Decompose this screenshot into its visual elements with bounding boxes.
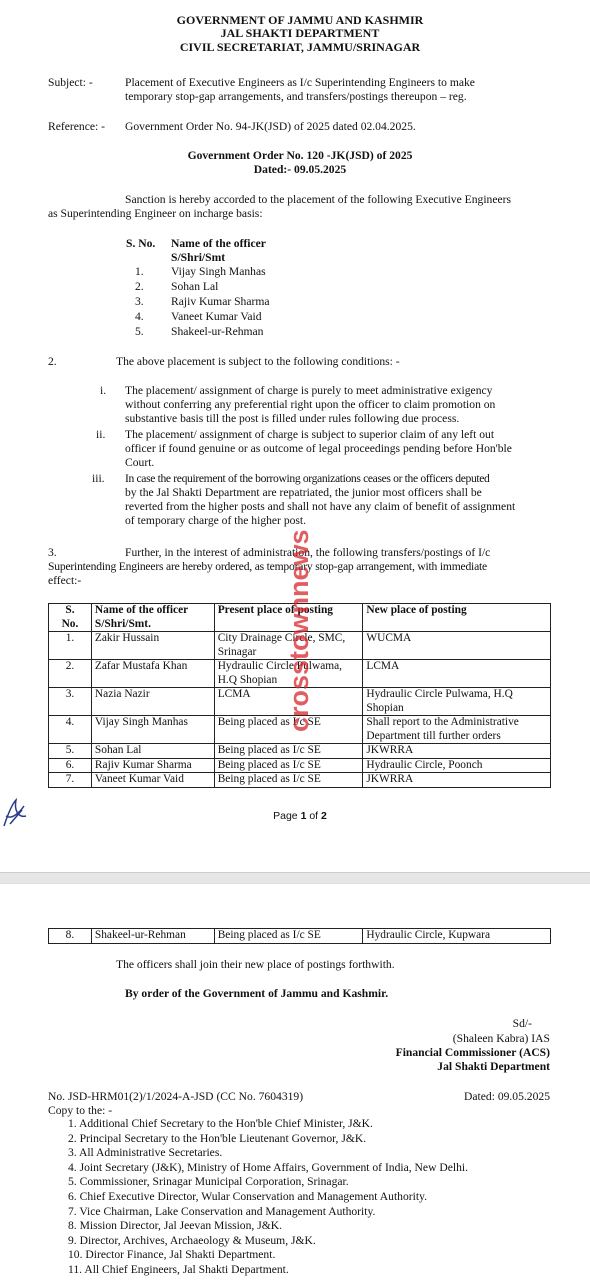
cell-name: Nazia Nazir <box>91 688 214 716</box>
para3-line-1: Further, in the interest of administration, the following transfers/postings of I/c <box>125 546 491 559</box>
table-row <box>49 758 551 773</box>
cell-new: JKWRRA <box>363 744 551 759</box>
condition-line: by the Jal Shakti Department are repatriated, the junior most officers shall be <box>125 486 482 499</box>
watermark-text: crosstownnews <box>284 529 314 732</box>
cell-new: Hydraulic Circle Pulwama, H.Q Shopian <box>363 688 551 716</box>
list-item: 9. Director, Archives, Archaeology & Museum, J&K. <box>68 1233 316 1247</box>
placement-col-name: Name of the officer <box>171 237 266 250</box>
condition-line: without conferring any preferential right upon the officer to claim promotion on <box>125 398 496 411</box>
cell-present: LCMA <box>214 688 363 716</box>
header-sno: S. No. <box>49 604 92 632</box>
condition-line: of temporary charge of the higher post. <box>125 514 307 527</box>
signatory-name: (Shaleen Kabra) IAS <box>452 1032 550 1045</box>
copy-dated: Dated: 09.05.2025 <box>464 1090 550 1103</box>
table-row <box>49 773 551 788</box>
cell-present: Being placed as I/c SE <box>214 744 363 759</box>
condition-number: ii. <box>96 428 106 441</box>
copy-list <box>68 1117 588 1278</box>
condition-line: officer if found genuine or as outcome of legal proceedings pending before Hon'ble <box>125 442 512 455</box>
header-line-1: GOVERNMENT OF JAMMU AND KASHMIR <box>176 13 424 27</box>
signature-sd: Sd/- <box>512 1017 532 1030</box>
page-indicator: Page 1 of 2 <box>273 810 327 822</box>
condition-line: In case the requirement of the borrowing organizations ceases or the officers deputed <box>125 472 490 485</box>
condition-line: reverted from the higher posts and shall not have any claim of benefit of assignment <box>125 500 516 513</box>
cell-name: Vaneet Kumar Vaid <box>91 773 214 788</box>
para2-number: 2. <box>48 355 57 368</box>
cell-present: Being placed as I/c SE <box>214 716 363 744</box>
list-item: 4. Joint Secretary (J&K), Ministry of Home Affairs, Government of India, New Delhi. <box>68 1160 469 1174</box>
header-new: New place of posting <box>363 604 551 632</box>
cell-no: 6. <box>49 758 92 773</box>
header-present: Present place of posting <box>214 604 363 632</box>
cell-present: City Drainage Circle, SMC, Srinagar <box>214 632 363 660</box>
table-row <box>49 744 551 759</box>
cell-new: Hydraulic Circle, Poonch <box>363 758 551 773</box>
reference-label: Reference: - <box>48 120 105 133</box>
file-number: No. JSD-HRM01(2)/1/2024-A-JSD (CC No. 7604319) <box>48 1090 304 1103</box>
list-item: 11. All Chief Engineers, Jal Shakti Department. <box>68 1262 289 1276</box>
signatory-department: Jal Shakti Department <box>437 1060 550 1073</box>
cell-name: Zakir Hussain <box>91 632 214 660</box>
para2-text: The above placement is subject to the following conditions: - <box>116 355 400 368</box>
order-number: Government Order No. 120 -JK(JSD) of 2025 <box>187 149 413 162</box>
placement-no: 5. <box>135 325 144 338</box>
placement-name: Rajiv Kumar Sharma <box>171 295 270 308</box>
cell-no: 2. <box>49 660 92 688</box>
join-instruction: The officers shall join their new place of postings forthwith. <box>116 958 395 971</box>
cell-name: Rajiv Kumar Sharma <box>91 758 214 773</box>
placement-name: Sohan Lal <box>171 280 219 293</box>
cell-no: 7. <box>49 773 92 788</box>
header-name: Name of the officer S/Shri/Smt. <box>91 604 214 632</box>
condition-number: i. <box>100 384 107 397</box>
transfer-table <box>48 603 551 788</box>
header-line-3: CIVIL SECRETARIAT, JAMMU/SRINAGAR <box>179 40 421 54</box>
placement-col-name-2: S/Shri/Smt <box>171 251 226 264</box>
para3-line-2: Superintending Engineers are hereby ordered, as temporary stop-gap arrangement, with immediate <box>48 560 487 573</box>
cell-new: Shall report to the Administrative Department till further orders <box>363 716 551 744</box>
subject-line-1: Placement of Executive Engineers as I/c Superintending Engineers to make <box>125 76 475 89</box>
table-row <box>49 660 551 688</box>
subject-label: Subject: - <box>48 76 93 89</box>
cell-no: 1. <box>49 632 92 660</box>
subject-line-2: temporary stop-gap arrangements, and transfers/postings thereupon – reg. <box>125 90 467 103</box>
placement-no: 2. <box>135 280 144 293</box>
cell-no: 3. <box>49 688 92 716</box>
signatory-designation: Financial Commissioner (ACS) <box>395 1046 550 1059</box>
condition-line: Court. <box>125 456 155 469</box>
cell-present: Hydraulic Circle Pulwama, H.Q Shopian <box>214 660 363 688</box>
header-line-2: JAL SHAKTI DEPARTMENT <box>220 26 380 40</box>
table-row <box>49 929 551 944</box>
list-item: 1. Additional Chief Secretary to the Hon'ble Chief Minister, J&K. <box>68 1117 373 1130</box>
placement-no: 3. <box>135 295 144 308</box>
para3-number: 3. <box>48 546 57 559</box>
cell-present: Being placed as I/c SE <box>214 758 363 773</box>
condition-number: iii. <box>92 472 105 485</box>
para3-line-3: effect:- <box>48 574 82 587</box>
reference-text: Government Order No. 94-JK(JSD) of 2025 dated 02.04.2025. <box>125 120 416 133</box>
table-row <box>49 688 551 716</box>
cell-name: Vijay Singh Manhas <box>91 716 214 744</box>
cell-no: 5. <box>49 744 92 759</box>
placement-no: 4. <box>135 310 144 323</box>
condition-line: substantive basis till the post is filled under rules following due process. <box>125 412 460 425</box>
sanction-line-1: Sanction is hereby accorded to the placement of the following Executive Engineers <box>125 193 512 206</box>
transfer-table-continued <box>48 928 551 944</box>
cell-name: Sohan Lal <box>91 744 214 759</box>
sanction-line-2: as Superintending Engineer on incharge basis: <box>48 207 263 220</box>
placement-name: Vaneet Kumar Vaid <box>171 310 262 323</box>
copy-label: Copy to the: - <box>48 1104 113 1117</box>
cell-new: LCMA <box>363 660 551 688</box>
condition-line: The placement/ assignment of charge is subject to superior claim of any left out <box>125 428 495 441</box>
cell-present: Being placed as I/c SE <box>214 929 363 944</box>
placement-name: Shakeel-ur-Rehman <box>171 325 264 338</box>
list-item: 3. All Administrative Secretaries. <box>68 1146 223 1160</box>
cell-name: Shakeel-ur-Rehman <box>91 929 214 944</box>
cell-new: JKWRRA <box>363 773 551 788</box>
page-break-divider <box>0 872 590 884</box>
cell-no: 8. <box>49 929 92 944</box>
cell-name: Zafar Mustafa Khan <box>91 660 214 688</box>
by-order-line: By order of the Government of Jammu and Kashmir. <box>125 987 389 1000</box>
placement-col-sno: S. No. <box>126 237 156 250</box>
cell-new: Hydraulic Circle, Kupwara <box>363 929 551 944</box>
placement-no: 1. <box>135 265 144 278</box>
list-item: 8. Mission Director, Jal Jeevan Mission, J&K. <box>68 1219 283 1233</box>
list-item: 2. Principal Secretary to the Hon'ble Lieutenant Governor, J&K. <box>68 1131 367 1145</box>
list-item: 10. Director Finance, Jal Shakti Department. <box>68 1248 276 1262</box>
list-item: 7. Vice Chairman, Lake Conservation and Management Authority. <box>68 1204 376 1218</box>
list-item: 6. Chief Executive Director, Wular Conservation and Management Authority. <box>68 1189 428 1203</box>
table-row <box>49 632 551 660</box>
table-row <box>49 716 551 744</box>
list-item: 5. Commissioner, Srinagar Municipal Corporation, Srinagar. <box>68 1175 349 1189</box>
placement-name: Vijay Singh Manhas <box>171 265 266 278</box>
cell-new: WUCMA <box>363 632 551 660</box>
cell-present: Being placed as I/c SE <box>214 773 363 788</box>
condition-line: The placement/ assignment of charge is purely to meet administrative exigency <box>125 384 493 397</box>
table-header-row <box>49 604 551 632</box>
order-dated: Dated:- 09.05.2025 <box>253 163 347 176</box>
cell-no: 4. <box>49 716 92 744</box>
